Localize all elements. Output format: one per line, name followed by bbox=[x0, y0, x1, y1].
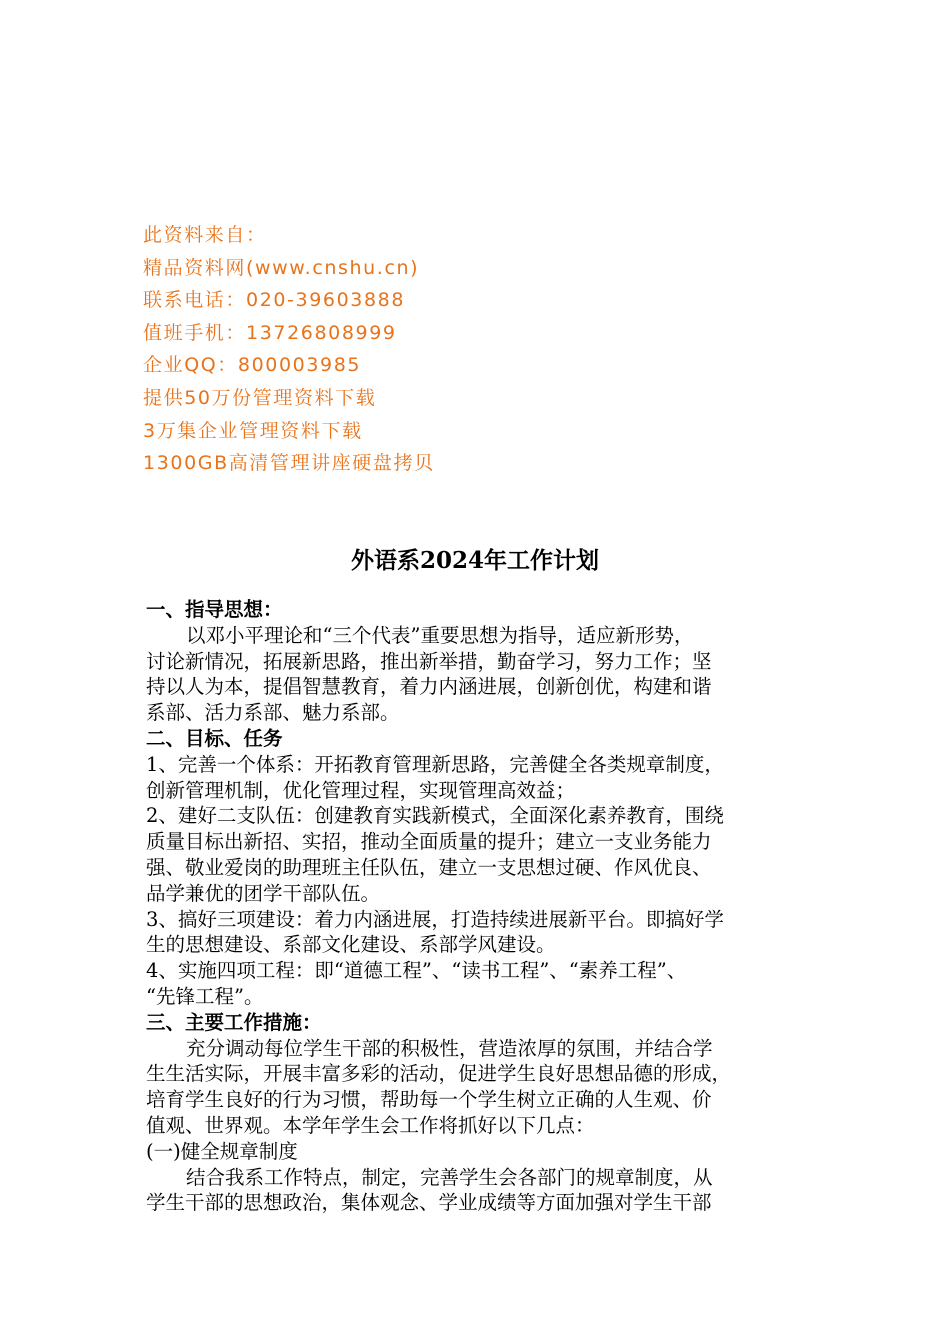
phone-line: 联系电话：020-39603888 bbox=[143, 289, 406, 312]
promo-line-1: 提供50万份管理资料下载 bbox=[143, 386, 377, 409]
source-label: 此资料来自： bbox=[143, 224, 267, 246]
paragraph-line: 结合我系工作特点，制定，完善学生会各部门的规章制度，从 bbox=[186, 1165, 713, 1189]
paragraph-line: 讨论新情况，拓展新思路，推出新举措，勤奋学习，努力工作；坚 bbox=[146, 649, 712, 673]
list-item-line: 3、搞好三项建设：着力内涵进展，打造持续进展新平台。即搞好学 bbox=[146, 907, 724, 931]
paragraph-line: 培育学生良好的行为习惯，帮助每一个学生树立正确的人生观、价 bbox=[146, 1088, 712, 1112]
paragraph-line: 持以人为本，提倡智慧教育，着力内涵进展，创新创优，构建和谐 bbox=[146, 675, 712, 699]
list-item-line: 强、敬业爱岗的助理班主任队伍，建立一支思想过硬、作风优良、 bbox=[146, 855, 712, 879]
paragraph-line: 系部、活力系部、魅力系部。 bbox=[146, 701, 400, 725]
paragraph-line: 学生干部的思想政治，集体观念、学业成绩等方面加强对学生干部 bbox=[146, 1191, 712, 1215]
paragraph-line: 以邓小平理论和“三个代表”重要思想为指导，适应新形势， bbox=[186, 623, 694, 647]
list-item-line: 创新管理机制，优化管理过程，实现管理高效益； bbox=[146, 778, 576, 802]
subsection-heading: (一)健全规章制度 bbox=[146, 1139, 298, 1163]
source-info-block bbox=[143, 219, 663, 480]
list-item-line: 质量目标出新招、实招，推动全面质量的提升；建立一支业务能力 bbox=[146, 830, 712, 854]
section-heading-goals-tasks: 二、目标、任务 bbox=[146, 726, 283, 750]
section-heading-main-measures: 三、主要工作措施： bbox=[146, 1010, 322, 1034]
section-heading-guiding-ideology: 一、指导思想： bbox=[146, 598, 283, 621]
document-title: 外语系2024年工作计划 bbox=[350, 547, 599, 574]
list-item-line: “先锋工程”。 bbox=[146, 984, 264, 1008]
document-body bbox=[146, 597, 818, 1216]
promo-line-2: 3万集企业管理资料下载 bbox=[143, 419, 363, 442]
qq-line: 企业QQ：800003985 bbox=[143, 354, 362, 377]
website-line: 精品资料网(www.cnshu.cn) bbox=[143, 256, 420, 279]
mobile-line: 值班手机：13726808999 bbox=[143, 321, 397, 344]
list-item-line: 生的思想建设、系部文化建设、系部学风建设。 bbox=[146, 933, 556, 957]
list-item-line: 2、建好二支队伍：创建教育实践新模式，全面深化素养教育，围绕 bbox=[146, 804, 724, 828]
promo-line-3: 1300GB高清管理讲座硬盘拷贝 bbox=[143, 452, 435, 475]
paragraph-line: 生生活实际，开展丰富多彩的活动，促进学生良好思想品德的形成， bbox=[146, 1062, 732, 1086]
paragraph-line: 值观、世界观。本学年学生会工作将抓好以下几点： bbox=[146, 1113, 595, 1137]
list-item-line: 品学兼优的团学干部队伍。 bbox=[146, 881, 381, 905]
list-item-line: 1、完善一个体系：开拓教育管理新思路，完善健全各类规章制度， bbox=[146, 752, 724, 776]
paragraph-line: 充分调动每位学生干部的积极性，营造浓厚的氛围，并结合学 bbox=[186, 1036, 713, 1060]
list-item-line: 4、实施四项工程：即“道德工程”、“读书工程”、“素养工程”、 bbox=[146, 959, 687, 983]
